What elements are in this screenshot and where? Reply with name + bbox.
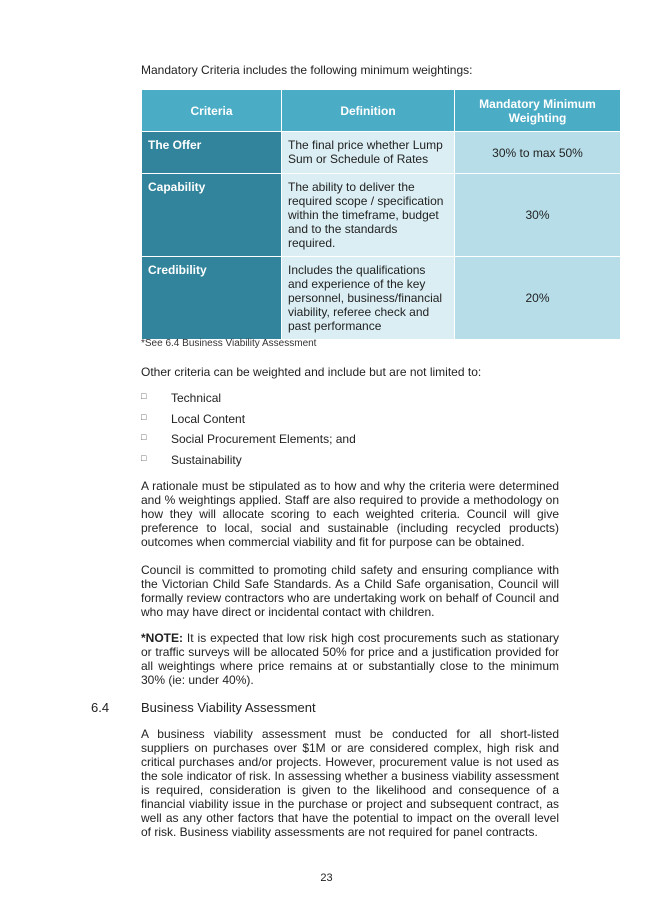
bullet-icon: □ xyxy=(141,411,147,422)
note-paragraph xyxy=(141,631,559,687)
criteria-table xyxy=(141,89,621,340)
note-text: It is expected that low risk high cost procurements such as stationary or traffic surveys will be allocated 50% for price and a justification provided for all weightings where price remains at or substantially close to the minimum 30% (ie: under 40%). xyxy=(141,631,559,687)
rationale-paragraph: A rationale must be stipulated as to how and why the criteria were determined and % weightings applied. Staff are also required to provide a methodology on how they will allocate scoring to each weighted criteria. Council will give preference to local, social and sustainable (including recycled products) outcomes when commercial viability and fit for purpose can be obtained. xyxy=(141,479,559,549)
criteria-weight: 30% xyxy=(455,174,621,257)
list-item: □ Local Content xyxy=(141,411,246,426)
table-row xyxy=(142,174,621,257)
table-header-row xyxy=(142,90,621,132)
criteria-weight: 30% to max 50% xyxy=(455,132,621,174)
criteria-definition: The final price whether Lump Sum or Schedule of Rates xyxy=(282,132,455,174)
viability-paragraph: A business viability assessment must be conducted for all short-listed suppliers on purchases over $1M or are considered complex, high risk and critical purchases and/or projects. However, procurement value is not used as the sole indicator of risk. In assessing whether a business viability assessment is required, consideration is given to the likelihood and consequence of a financial viability issue in the purchase or project and subsequent contract, as well as any other factors that have the potential to impact on the overall level of risk. Business viability assessments are not required for panel contracts. xyxy=(141,727,559,839)
table-row xyxy=(142,257,621,340)
criteria-name: Credibility xyxy=(142,257,282,340)
criteria-list xyxy=(141,391,356,473)
header-weighting: Mandatory Minimum Weighting xyxy=(455,90,621,132)
note-label: *NOTE: xyxy=(141,631,183,645)
bullet-icon: □ xyxy=(141,452,147,463)
other-criteria-text: Other criteria can be weighted and include but are not limited to: xyxy=(141,365,482,379)
list-item: □ Technical xyxy=(141,391,222,405)
section-title: Business Viability Assessment xyxy=(141,700,316,715)
criteria-definition: The ability to deliver the required scope / specification within the timeframe, budget and to the standards required. xyxy=(282,174,455,257)
list-item: □ Social Procurement Elements; and xyxy=(141,432,356,446)
list-item: □ Sustainability xyxy=(141,452,242,467)
page-number: 23 xyxy=(320,872,333,884)
header-definition: Definition xyxy=(282,90,455,132)
criteria-name: Capability xyxy=(142,174,282,257)
table-row xyxy=(142,132,621,174)
criteria-name: The Offer xyxy=(142,132,282,174)
footnote: *See 6.4 Business Viability Assessment xyxy=(141,338,317,349)
bullet-icon: □ xyxy=(141,432,147,442)
criteria-weight: 20% xyxy=(455,257,621,340)
header-criteria: Criteria xyxy=(142,90,282,132)
intro-text: Mandatory Criteria includes the following minimum weightings: xyxy=(141,63,473,77)
child-safe-paragraph: Council is committed to promoting child safety and ensuring compliance with the Victorian Child Safe Standards. As a Child Safe organisation, Council will formally review contractors who are undertaking work on behalf of Council and who may have direct or incidental contact with children. xyxy=(141,563,559,619)
section-number: 6.4 xyxy=(91,700,110,715)
criteria-definition: Includes the qualifications and experience of the key personnel, business/financial viability, referee check and past performance xyxy=(282,257,455,340)
bullet-icon: □ xyxy=(141,391,147,401)
